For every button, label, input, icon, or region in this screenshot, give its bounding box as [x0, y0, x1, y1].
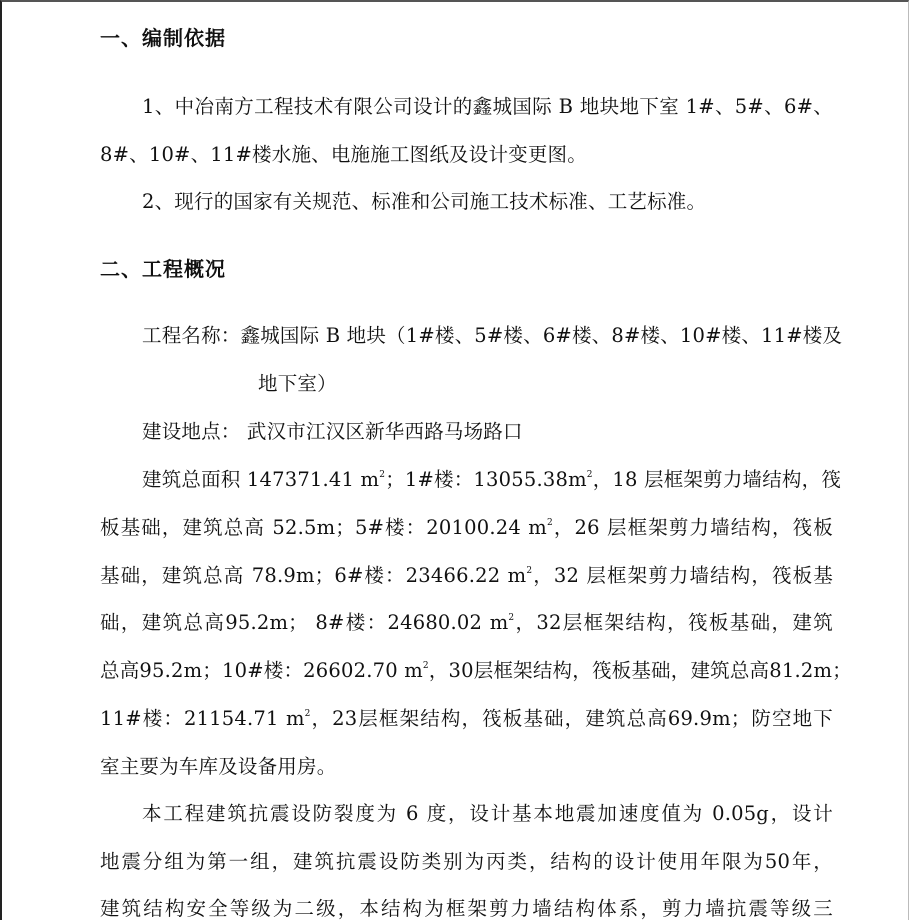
- section-heading-overview: 二、工程概况: [100, 257, 226, 281]
- basis-item-1-line-2: 8#、10#、11#楼水施、电施施工图纸及设计变更图。: [100, 143, 587, 166]
- project-name-line-2: 地下室）: [258, 372, 337, 395]
- area-line-1: 建筑总面积 147371.41 $m^2$；1#楼：$13055.38m^2$，18 层框架剪力墙结构，筏: [142, 468, 842, 491]
- basis-item-1-line-1: 1、中冶南方工程技术有限公司设计的鑫城国际 B 地块地下室 1#、5#、6#、: [142, 95, 833, 118]
- project-name-line-1: 工程名称：鑫城国际 B 地块（1#楼、5#楼、6#楼、8#楼、10#楼、11#楼及: [142, 324, 843, 347]
- area-line-2: 板基础，建筑总高 52.5m；5#楼：20100.24 $m^2$，26 层框架剪力墙结构，筏板: [100, 516, 833, 539]
- area-line-7: 室主要为车库及设备用房。: [100, 755, 337, 778]
- area-line-6: 11#楼：21154.71 $m^2$，23层框架结构，筏板基础，建筑总高69.9m；防空地下: [100, 707, 833, 730]
- seismic-line-1: 本工程建筑抗震设防裂度为 6 度，设计基本地震加速度值为 0.05g，设计: [142, 802, 833, 825]
- area-line-5: 总高95.2m；10#楼：26602.70 $m^2$，30层框架结构，筏板基础，建筑总高81.2m；: [100, 659, 852, 682]
- area-line-4: 础，建筑总高95.2m； 8#楼：24680.02 $m^2$，32层框架结构，筏板基础，建筑: [100, 611, 833, 634]
- section-heading-basis: 一、编制依据: [100, 26, 226, 50]
- seismic-line-2: 地震分组为第一组，建筑抗震设防类别为丙类，结构的设计使用年限为50年，: [100, 850, 833, 873]
- area-line-3: 基础，建筑总高 78.9m；6#楼：23466.22 $m^2$，32 层框架剪力墙结构，筏板基: [100, 564, 834, 587]
- seismic-line-3: 建筑结构安全等级为二级，本结构为框架剪力墙结构体系，剪力墙抗震等级三: [100, 897, 833, 920]
- basis-item-2: 2、现行的国家有关规范、标准和公司施工技术标准、工艺标准。: [142, 190, 707, 213]
- project-location: 建设地点： 武汉市江汉区新华西路马场路口: [142, 420, 523, 443]
